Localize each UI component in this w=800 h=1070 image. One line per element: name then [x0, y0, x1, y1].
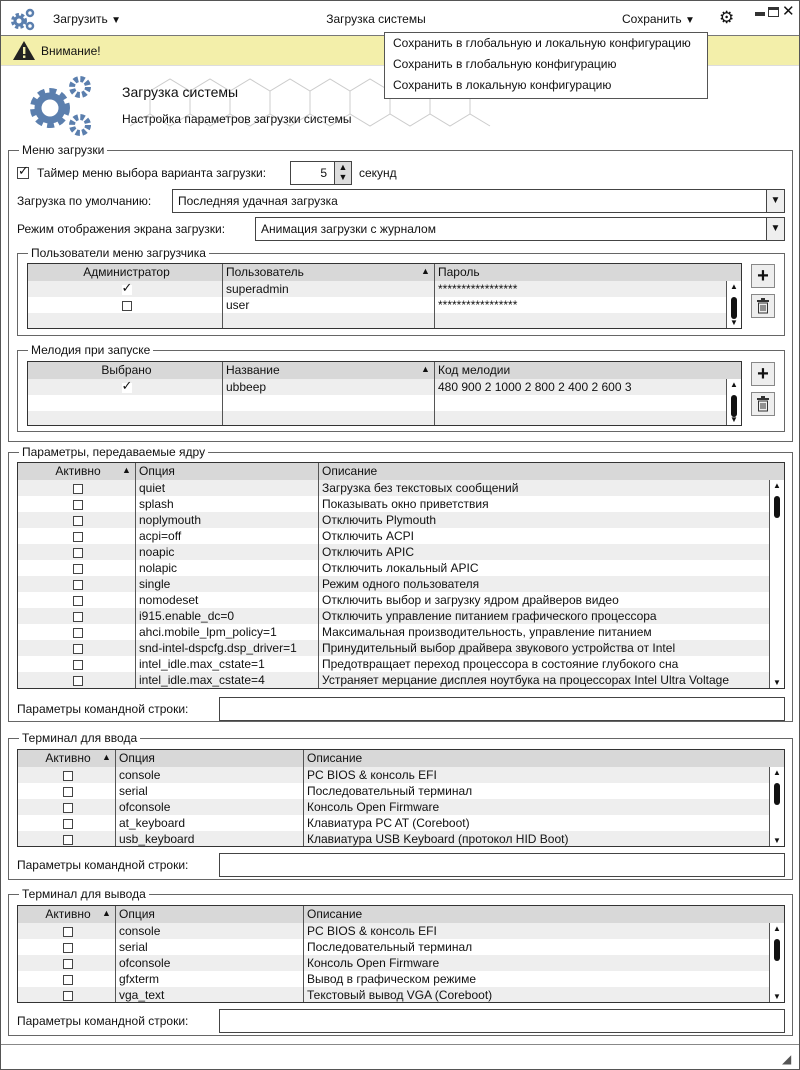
sort-asc-icon: ▲	[421, 364, 430, 374]
table-cell: Клавиатура USB Keyboard (протокол HID Boot)	[304, 831, 785, 847]
table-cell: Текстовый вывод VGA (Coreboot)	[304, 987, 785, 1003]
table-cell: i915.enable_dc=0	[136, 608, 319, 624]
row-checkbox-cell	[28, 281, 223, 297]
column-header[interactable]: Название	[223, 362, 435, 379]
row-checkbox-cell	[28, 313, 223, 329]
kernel-cmdline-input[interactable]	[219, 697, 785, 721]
timer-spinner[interactable]	[290, 161, 352, 185]
row-checkbox-cell	[18, 560, 136, 576]
timer-unit: секунд	[359, 166, 397, 180]
default-boot-combo[interactable]	[172, 189, 785, 213]
table-cell: nolapic	[136, 560, 319, 576]
save-menu-label: Сохранить	[622, 12, 682, 26]
users-table	[27, 263, 742, 329]
table-cell	[435, 395, 742, 411]
scroll-thumb[interactable]	[774, 496, 780, 518]
table-cell: at_keyboard	[116, 815, 304, 831]
title-bar	[1, 1, 799, 36]
display-mode-combo[interactable]	[255, 217, 785, 241]
vertical-scrollbar[interactable]	[726, 379, 741, 425]
row-checkbox-cell	[18, 512, 136, 528]
maximize-icon[interactable]	[768, 7, 779, 17]
table-cell: PC BIOS & консоль EFI	[304, 923, 785, 939]
table-cell: Отключить APIC	[319, 544, 785, 560]
sort-asc-icon: ▲	[102, 752, 111, 762]
row-checkbox-cell	[18, 815, 116, 831]
table-cell: Клавиатура PC AT (Coreboot)	[304, 815, 785, 831]
scroll-down-icon[interactable]: ▼	[773, 678, 781, 687]
table-cell: Последовательный терминал	[304, 939, 785, 955]
save-global-item[interactable]: Сохранить в глобальную конфигурацию	[393, 57, 617, 71]
chevron-down-icon: ▼	[684, 15, 695, 26]
group-label: Мелодия при запуске	[28, 343, 153, 357]
add-row-button[interactable]	[751, 264, 775, 288]
table-cell	[223, 313, 435, 329]
table-row[interactable]	[18, 608, 785, 624]
column-header[interactable]: Опция	[136, 463, 319, 480]
scroll-thumb[interactable]	[774, 783, 780, 805]
row-checkbox[interactable]	[73, 628, 83, 638]
table-cell: Отключить Plymouth	[319, 512, 785, 528]
table-row[interactable]	[18, 656, 785, 672]
kernel-options-table	[17, 462, 785, 689]
table-row[interactable]	[28, 297, 742, 313]
table-row[interactable]	[18, 576, 785, 592]
row-checkbox[interactable]	[73, 532, 83, 542]
table-cell: gfxterm	[116, 971, 304, 987]
column-header[interactable]: Опция	[116, 906, 304, 923]
table-cell: single	[136, 576, 319, 592]
table-row[interactable]	[28, 395, 742, 411]
table-cell: splash	[136, 496, 319, 512]
table-row[interactable]	[18, 767, 785, 783]
terminal-input-cmdline-input[interactable]	[219, 853, 785, 877]
row-checkbox[interactable]	[63, 835, 73, 845]
vertical-scrollbar[interactable]	[769, 767, 784, 846]
trash-icon	[756, 396, 770, 412]
table-cell: console	[116, 767, 304, 783]
row-checkbox[interactable]	[122, 285, 132, 295]
table-cell: noplymouth	[136, 512, 319, 528]
scroll-thumb[interactable]	[731, 297, 737, 319]
row-checkbox[interactable]	[63, 975, 73, 985]
table-row[interactable]	[18, 496, 785, 512]
table-cell: nomodeset	[136, 592, 319, 608]
table-row[interactable]	[18, 783, 785, 799]
table-row[interactable]	[28, 379, 742, 395]
table-cell: Предотвращает переход процессора в состояние глубокого сна	[319, 656, 785, 672]
row-checkbox-cell	[18, 955, 116, 971]
table-cell: ofconsole	[116, 799, 304, 815]
group-label: Параметры, передаваемые ядру	[19, 445, 208, 459]
terminal-output-table	[17, 905, 785, 1003]
table-row[interactable]	[18, 624, 785, 640]
default-boot-label: Загрузка по умолчанию:	[17, 194, 152, 208]
display-mode-label: Режим отображения экрана загрузки:	[17, 222, 226, 236]
chevron-down-icon: ▼	[111, 15, 122, 26]
row-checkbox[interactable]	[73, 548, 83, 558]
column-header[interactable]: Пароль	[435, 264, 742, 281]
row-checkbox[interactable]	[63, 927, 73, 937]
table-cell: Устраняет мерцание дисплея ноутбука на процессорах Intel Ultra Voltage	[319, 672, 785, 688]
table-cell: vga_text	[116, 987, 304, 1003]
table-row[interactable]	[18, 831, 785, 847]
row-checkbox[interactable]	[73, 660, 83, 670]
row-checkbox-cell	[18, 528, 136, 544]
save-local-item[interactable]: Сохранить в локальную конфигурацию	[393, 78, 612, 92]
row-checkbox-cell	[18, 624, 136, 640]
row-checkbox-cell	[18, 987, 116, 1003]
sort-asc-icon: ▲	[122, 465, 131, 475]
row-checkbox[interactable]	[73, 580, 83, 590]
table-cell: ahci.mobile_lpm_policy=1	[136, 624, 319, 640]
table-cell: *****************	[435, 297, 742, 313]
group-label: Меню загрузки	[19, 143, 107, 157]
table-cell: Отключить выбор и загрузку ядром драйверов видео	[319, 592, 785, 608]
table-cell: Консоль Open Firmware	[304, 799, 785, 815]
save-dropdown	[384, 32, 708, 99]
table-row[interactable]	[18, 815, 785, 831]
row-checkbox-cell	[18, 496, 136, 512]
terminal-input-table	[17, 749, 785, 847]
table-cell	[435, 411, 742, 426]
row-checkbox-cell	[18, 971, 116, 987]
table-row[interactable]	[18, 987, 785, 1003]
group-label: Терминал для вывода	[19, 887, 149, 901]
table-cell: Отключить управление питанием графического процессора	[319, 608, 785, 624]
table-row[interactable]	[28, 411, 742, 426]
row-checkbox-cell	[18, 480, 136, 496]
table-cell: Отключить ACPI	[319, 528, 785, 544]
row-checkbox-cell	[18, 783, 116, 799]
scroll-up-icon[interactable]: ▲	[730, 282, 738, 291]
table-row[interactable]	[28, 313, 742, 329]
row-checkbox[interactable]	[122, 301, 132, 311]
table-cell: PC BIOS & консоль EFI	[304, 767, 785, 783]
terminal-input-cmdline-label: Параметры командной строки:	[17, 858, 189, 872]
row-checkbox[interactable]	[73, 500, 83, 510]
row-checkbox[interactable]	[63, 819, 73, 829]
table-row[interactable]	[18, 592, 785, 608]
combo-value: Последняя удачная загрузка	[178, 194, 338, 208]
row-checkbox-cell	[18, 923, 116, 939]
table-row[interactable]	[18, 955, 785, 971]
row-checkbox-cell	[18, 767, 116, 783]
table-cell: acpi=off	[136, 528, 319, 544]
row-checkbox[interactable]	[63, 803, 73, 813]
row-checkbox[interactable]	[63, 959, 73, 969]
column-header[interactable]: Активно	[18, 463, 136, 480]
row-checkbox-cell	[18, 640, 136, 656]
save-global-local-item[interactable]: Сохранить в глобальную и локальную конфигурацию	[393, 36, 691, 50]
warning-icon	[12, 40, 36, 61]
table-cell: Режим одного пользователя	[319, 576, 785, 592]
table-cell: intel_idle.max_cstate=1	[136, 656, 319, 672]
row-checkbox[interactable]	[63, 991, 73, 1001]
row-checkbox-cell	[28, 395, 223, 411]
chevron-down-icon[interactable]: ▼	[766, 190, 784, 212]
vertical-scrollbar[interactable]	[726, 281, 741, 328]
timer-label: Таймер меню выбора варианта загрузки:	[37, 166, 267, 180]
group-label: Пользователи меню загрузчика	[28, 246, 209, 260]
table-cell: Загрузка без текстовых сообщений	[319, 480, 785, 496]
row-checkbox[interactable]	[73, 676, 83, 686]
chevron-down-icon[interactable]: ▼	[766, 218, 784, 240]
table-cell: user	[223, 297, 435, 313]
row-checkbox[interactable]	[73, 564, 83, 574]
table-row[interactable]	[18, 480, 785, 496]
kernel-cmdline-label: Параметры командной строки:	[17, 702, 189, 716]
resize-grip-icon[interactable]: ◢	[782, 1052, 792, 1066]
row-checkbox-cell	[18, 656, 136, 672]
table-cell: Максимальная производительность, управление питанием	[319, 624, 785, 640]
table-cell	[223, 395, 435, 411]
table-cell: console	[116, 923, 304, 939]
combo-value: Анимация загрузки с журналом	[261, 222, 436, 236]
row-checkbox-cell	[18, 576, 136, 592]
row-checkbox-cell	[18, 544, 136, 560]
table-cell: Консоль Open Firmware	[304, 955, 785, 971]
delete-row-button[interactable]	[751, 294, 775, 318]
table-row[interactable]	[18, 672, 785, 688]
table-cell: 480 900 2 1000 2 800 2 400 2 600 3	[435, 379, 742, 395]
load-menu-label: Загрузить	[53, 12, 108, 26]
row-checkbox-cell	[18, 831, 116, 847]
spinner-arrows-icon[interactable]: ▲ ▼	[334, 162, 351, 184]
status-divider	[1, 1044, 799, 1045]
row-checkbox[interactable]	[73, 644, 83, 654]
row-checkbox[interactable]	[73, 516, 83, 526]
minimize-icon[interactable]	[755, 12, 765, 16]
column-header[interactable]: Активно	[18, 906, 116, 923]
scroll-thumb[interactable]	[731, 395, 737, 417]
table-row[interactable]	[18, 544, 785, 560]
column-header[interactable]: Администратор	[28, 264, 223, 281]
vertical-scrollbar[interactable]	[769, 480, 784, 688]
row-checkbox[interactable]	[73, 484, 83, 494]
table-cell: Последовательный терминал	[304, 783, 785, 799]
row-checkbox-cell	[28, 379, 223, 395]
scroll-up-icon[interactable]: ▲	[773, 924, 781, 933]
table-row[interactable]	[18, 971, 785, 987]
close-icon[interactable]: ✕	[782, 3, 795, 20]
column-header[interactable]: Код мелодии	[435, 362, 742, 379]
column-header[interactable]: Опция	[116, 750, 304, 767]
column-header[interactable]: Пользователь	[223, 264, 435, 281]
table-cell: Принудительный выбор драйвера звукового устройства от Intel	[319, 640, 785, 656]
scroll-down-icon[interactable]: ▼	[730, 318, 738, 327]
column-header[interactable]: Описание	[304, 750, 785, 767]
row-checkbox[interactable]	[73, 596, 83, 606]
plus-icon: +	[757, 363, 769, 385]
row-checkbox[interactable]	[73, 612, 83, 622]
scroll-down-icon[interactable]: ▼	[730, 415, 738, 424]
scroll-up-icon[interactable]: ▲	[773, 768, 781, 777]
column-header[interactable]: Описание	[304, 906, 785, 923]
scroll-down-icon[interactable]: ▼	[773, 836, 781, 845]
row-checkbox[interactable]	[63, 771, 73, 781]
window-title: Загрузка системы	[326, 12, 426, 26]
table-cell: *****************	[435, 281, 742, 297]
trash-icon	[756, 298, 770, 314]
table-cell: Вывод в графическом режиме	[304, 971, 785, 987]
add-row-button[interactable]	[751, 362, 775, 386]
page-title: Загрузка системы	[122, 84, 239, 100]
scroll-up-icon[interactable]: ▲	[773, 481, 781, 490]
row-checkbox-cell	[18, 592, 136, 608]
table-cell: intel_idle.max_cstate=4	[136, 672, 319, 688]
terminal-output-cmdline-input[interactable]	[219, 1009, 785, 1033]
warning-text: Внимание!	[41, 44, 101, 58]
column-header[interactable]: Выбрано	[28, 362, 223, 379]
vertical-scrollbar[interactable]	[769, 923, 784, 1002]
table-row[interactable]	[18, 640, 785, 656]
scroll-up-icon[interactable]: ▲	[730, 380, 738, 389]
row-checkbox-cell	[28, 297, 223, 313]
row-checkbox-cell	[18, 672, 136, 688]
table-cell: snd-intel-dspcfg.dsp_driver=1	[136, 640, 319, 656]
table-row[interactable]	[18, 923, 785, 939]
column-header[interactable]: Активно	[18, 750, 116, 767]
plus-icon: +	[757, 265, 769, 287]
table-cell: quiet	[136, 480, 319, 496]
table-cell: superadmin	[223, 281, 435, 297]
table-row[interactable]	[18, 560, 785, 576]
row-checkbox-cell	[18, 939, 116, 955]
table-cell: serial	[116, 939, 304, 955]
sort-asc-icon: ▲	[102, 908, 111, 918]
terminal-output-cmdline-label: Параметры командной строки:	[17, 1014, 189, 1028]
scroll-down-icon[interactable]: ▼	[773, 992, 781, 1001]
table-cell: Отключить локальный APIC	[319, 560, 785, 576]
row-checkbox-cell	[18, 799, 116, 815]
table-cell	[435, 313, 742, 329]
scroll-thumb[interactable]	[774, 939, 780, 961]
table-row[interactable]	[28, 281, 742, 297]
row-checkbox[interactable]	[122, 383, 132, 393]
melody-table	[27, 361, 742, 426]
row-checkbox[interactable]	[63, 943, 73, 953]
group-label: Терминал для ввода	[19, 731, 140, 745]
table-cell: ofconsole	[116, 955, 304, 971]
table-row[interactable]	[18, 939, 785, 955]
sort-asc-icon: ▲	[421, 266, 430, 276]
table-cell: usb_keyboard	[116, 831, 304, 847]
timer-value: 5	[320, 166, 327, 180]
column-header[interactable]: Описание	[319, 463, 785, 480]
table-cell: noapic	[136, 544, 319, 560]
table-cell: ubbeep	[223, 379, 435, 395]
table-row[interactable]	[18, 512, 785, 528]
row-checkbox-cell	[18, 608, 136, 624]
table-cell: serial	[116, 783, 304, 799]
delete-row-button[interactable]	[751, 392, 775, 416]
table-cell	[223, 411, 435, 426]
table-cell: Показывать окно приветствия	[319, 496, 785, 512]
page-subtitle: Настройка параметров загрузки системы	[122, 112, 352, 126]
timer-checkbox[interactable]	[17, 165, 29, 179]
table-row[interactable]	[18, 528, 785, 544]
table-row[interactable]	[18, 799, 785, 815]
settings-gear-icon[interactable]: ⚙	[719, 8, 735, 27]
save-menu[interactable]	[622, 12, 695, 26]
header-gears-icon	[26, 74, 94, 138]
row-checkbox[interactable]	[63, 787, 73, 797]
row-checkbox-cell	[28, 411, 223, 426]
